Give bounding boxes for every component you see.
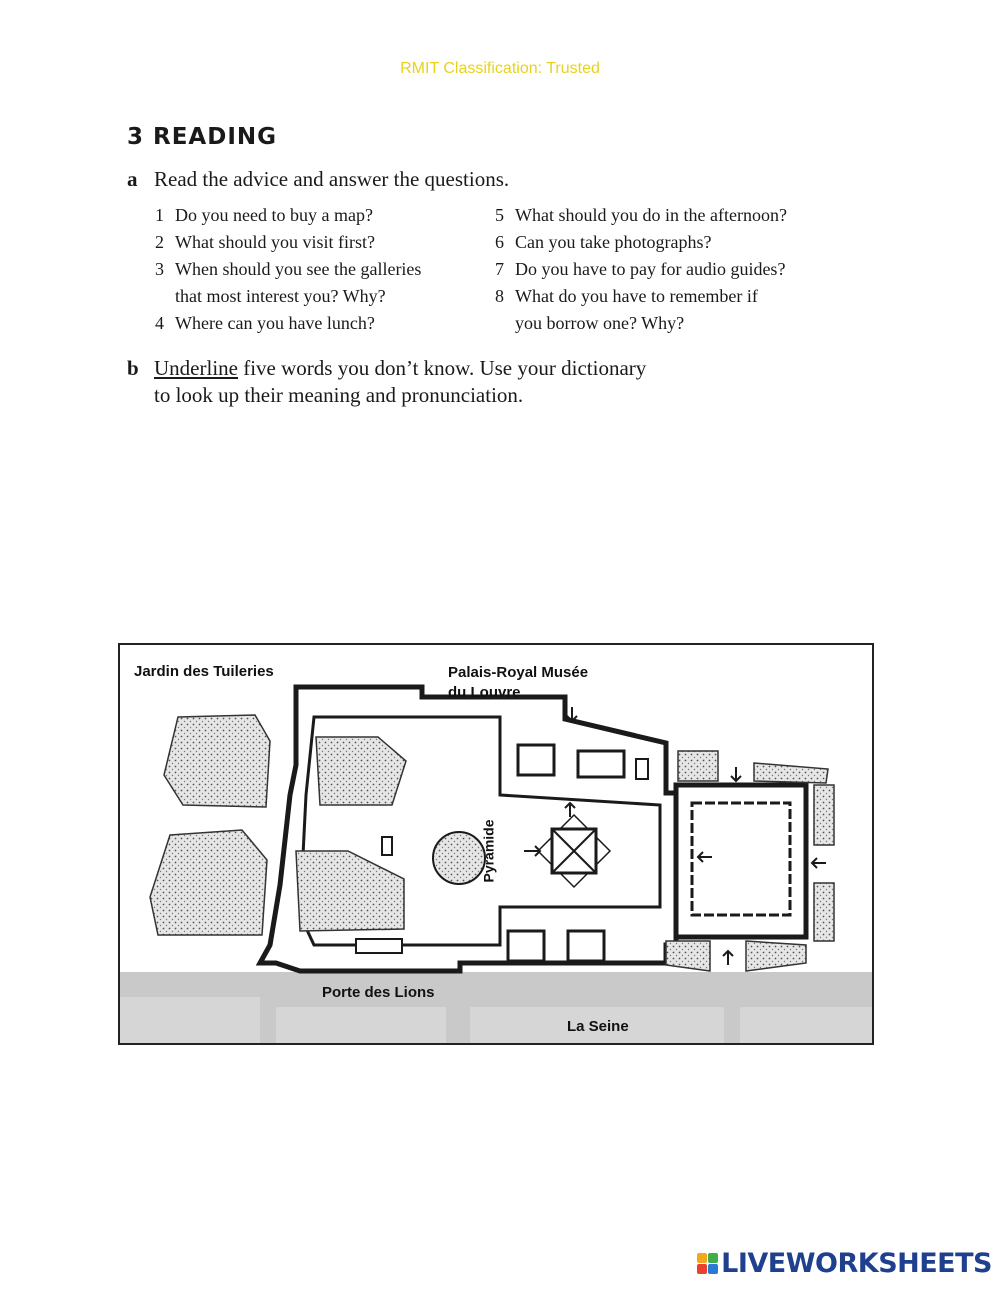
map-label-seine: La Seine <box>567 1018 629 1035</box>
part-b-text-line1: five words you don’t know. Use your dictionary <box>237 356 647 380</box>
question-item <box>495 202 787 229</box>
entrance-arrow-icon <box>731 767 741 781</box>
question-number: 1 <box>155 205 164 225</box>
question-text: Can you take photographs? <box>515 232 712 252</box>
question-text: When should you see the galleries <box>175 259 422 279</box>
room-block <box>568 931 604 961</box>
liveworksheets-logo-icon <box>697 1253 718 1274</box>
question-number: 6 <box>495 232 504 252</box>
garden-block <box>678 751 718 781</box>
question-item <box>155 283 421 310</box>
question-text: Do you have to pay for audio guides? <box>515 259 786 279</box>
question-number: 5 <box>495 205 504 225</box>
part-a-instruction <box>127 167 509 192</box>
question-number: 7 <box>495 259 504 279</box>
question-text: What do you have to remember if <box>515 286 758 306</box>
part-a-text: Read the advice and answer the questions. <box>154 167 510 191</box>
question-item <box>495 229 787 256</box>
garden-block <box>814 883 834 941</box>
question-number: 8 <box>495 286 504 306</box>
cour-carree-inner <box>692 803 790 915</box>
small-pavilion <box>382 837 392 855</box>
question-number: 3 <box>155 259 164 279</box>
part-b-instruction <box>127 355 646 409</box>
questions-left-column <box>155 202 421 337</box>
room-block <box>636 759 648 779</box>
entrance-arrow-icon <box>567 707 577 721</box>
question-item <box>495 310 787 337</box>
underline-word: Underline <box>154 356 238 380</box>
map-label-palais <box>448 663 588 703</box>
small-pavilion <box>356 939 402 953</box>
garden-block <box>164 715 270 807</box>
question-text: What should you visit first? <box>175 232 375 252</box>
part-b-letter: b <box>127 356 139 380</box>
question-item <box>155 229 421 256</box>
garden-block <box>666 941 710 971</box>
question-text: What should you do in the afternoon? <box>515 205 787 225</box>
river-quay <box>740 1007 874 1045</box>
garden-block <box>814 785 834 845</box>
map-label-jardin: Jardin des Tuileries <box>134 663 274 680</box>
map-label-palais-line2: du Louvre <box>448 684 521 701</box>
round-basin <box>433 832 485 884</box>
room-block <box>508 931 544 961</box>
questions-right-column <box>495 202 787 337</box>
room-block <box>578 751 624 777</box>
river-quay <box>120 997 260 1045</box>
section-title: 3 READING <box>127 124 278 150</box>
map-drawing <box>120 645 874 1045</box>
question-number: 2 <box>155 232 164 252</box>
brand-text: LIVEWORKSHEETS <box>721 1248 992 1279</box>
question-item <box>155 256 421 283</box>
question-item <box>155 310 421 337</box>
question-text: that most interest you? Why? <box>175 286 386 306</box>
garden-block <box>754 763 828 783</box>
map-label-porte: Porte des Lions <box>322 984 435 1001</box>
garden-block <box>150 830 267 935</box>
part-a-letter: a <box>127 167 138 191</box>
question-text: Where can you have lunch? <box>175 313 375 333</box>
question-number: 4 <box>155 313 164 333</box>
part-b-text-line2: to look up their meaning and pronunciation. <box>154 383 524 407</box>
louvre-map <box>118 643 874 1045</box>
classification-label: RMIT Classification: Trusted <box>400 60 600 77</box>
question-text: you borrow one? Why? <box>515 313 685 333</box>
question-item <box>495 256 787 283</box>
question-item <box>495 283 787 310</box>
question-item <box>155 202 421 229</box>
river-quay <box>276 1007 446 1045</box>
liveworksheets-brand <box>697 1248 992 1279</box>
question-number <box>155 283 175 310</box>
room-block <box>518 745 554 775</box>
map-label-palais-line1: Palais-Royal Musée <box>448 664 589 681</box>
question-number <box>495 310 515 337</box>
garden-block <box>746 941 806 971</box>
map-label-pyramide: Pyramide <box>480 819 497 883</box>
question-text: Do you need to buy a map? <box>175 205 373 225</box>
entrance-arrow-icon <box>723 951 733 965</box>
entrance-arrow-icon <box>812 858 826 868</box>
